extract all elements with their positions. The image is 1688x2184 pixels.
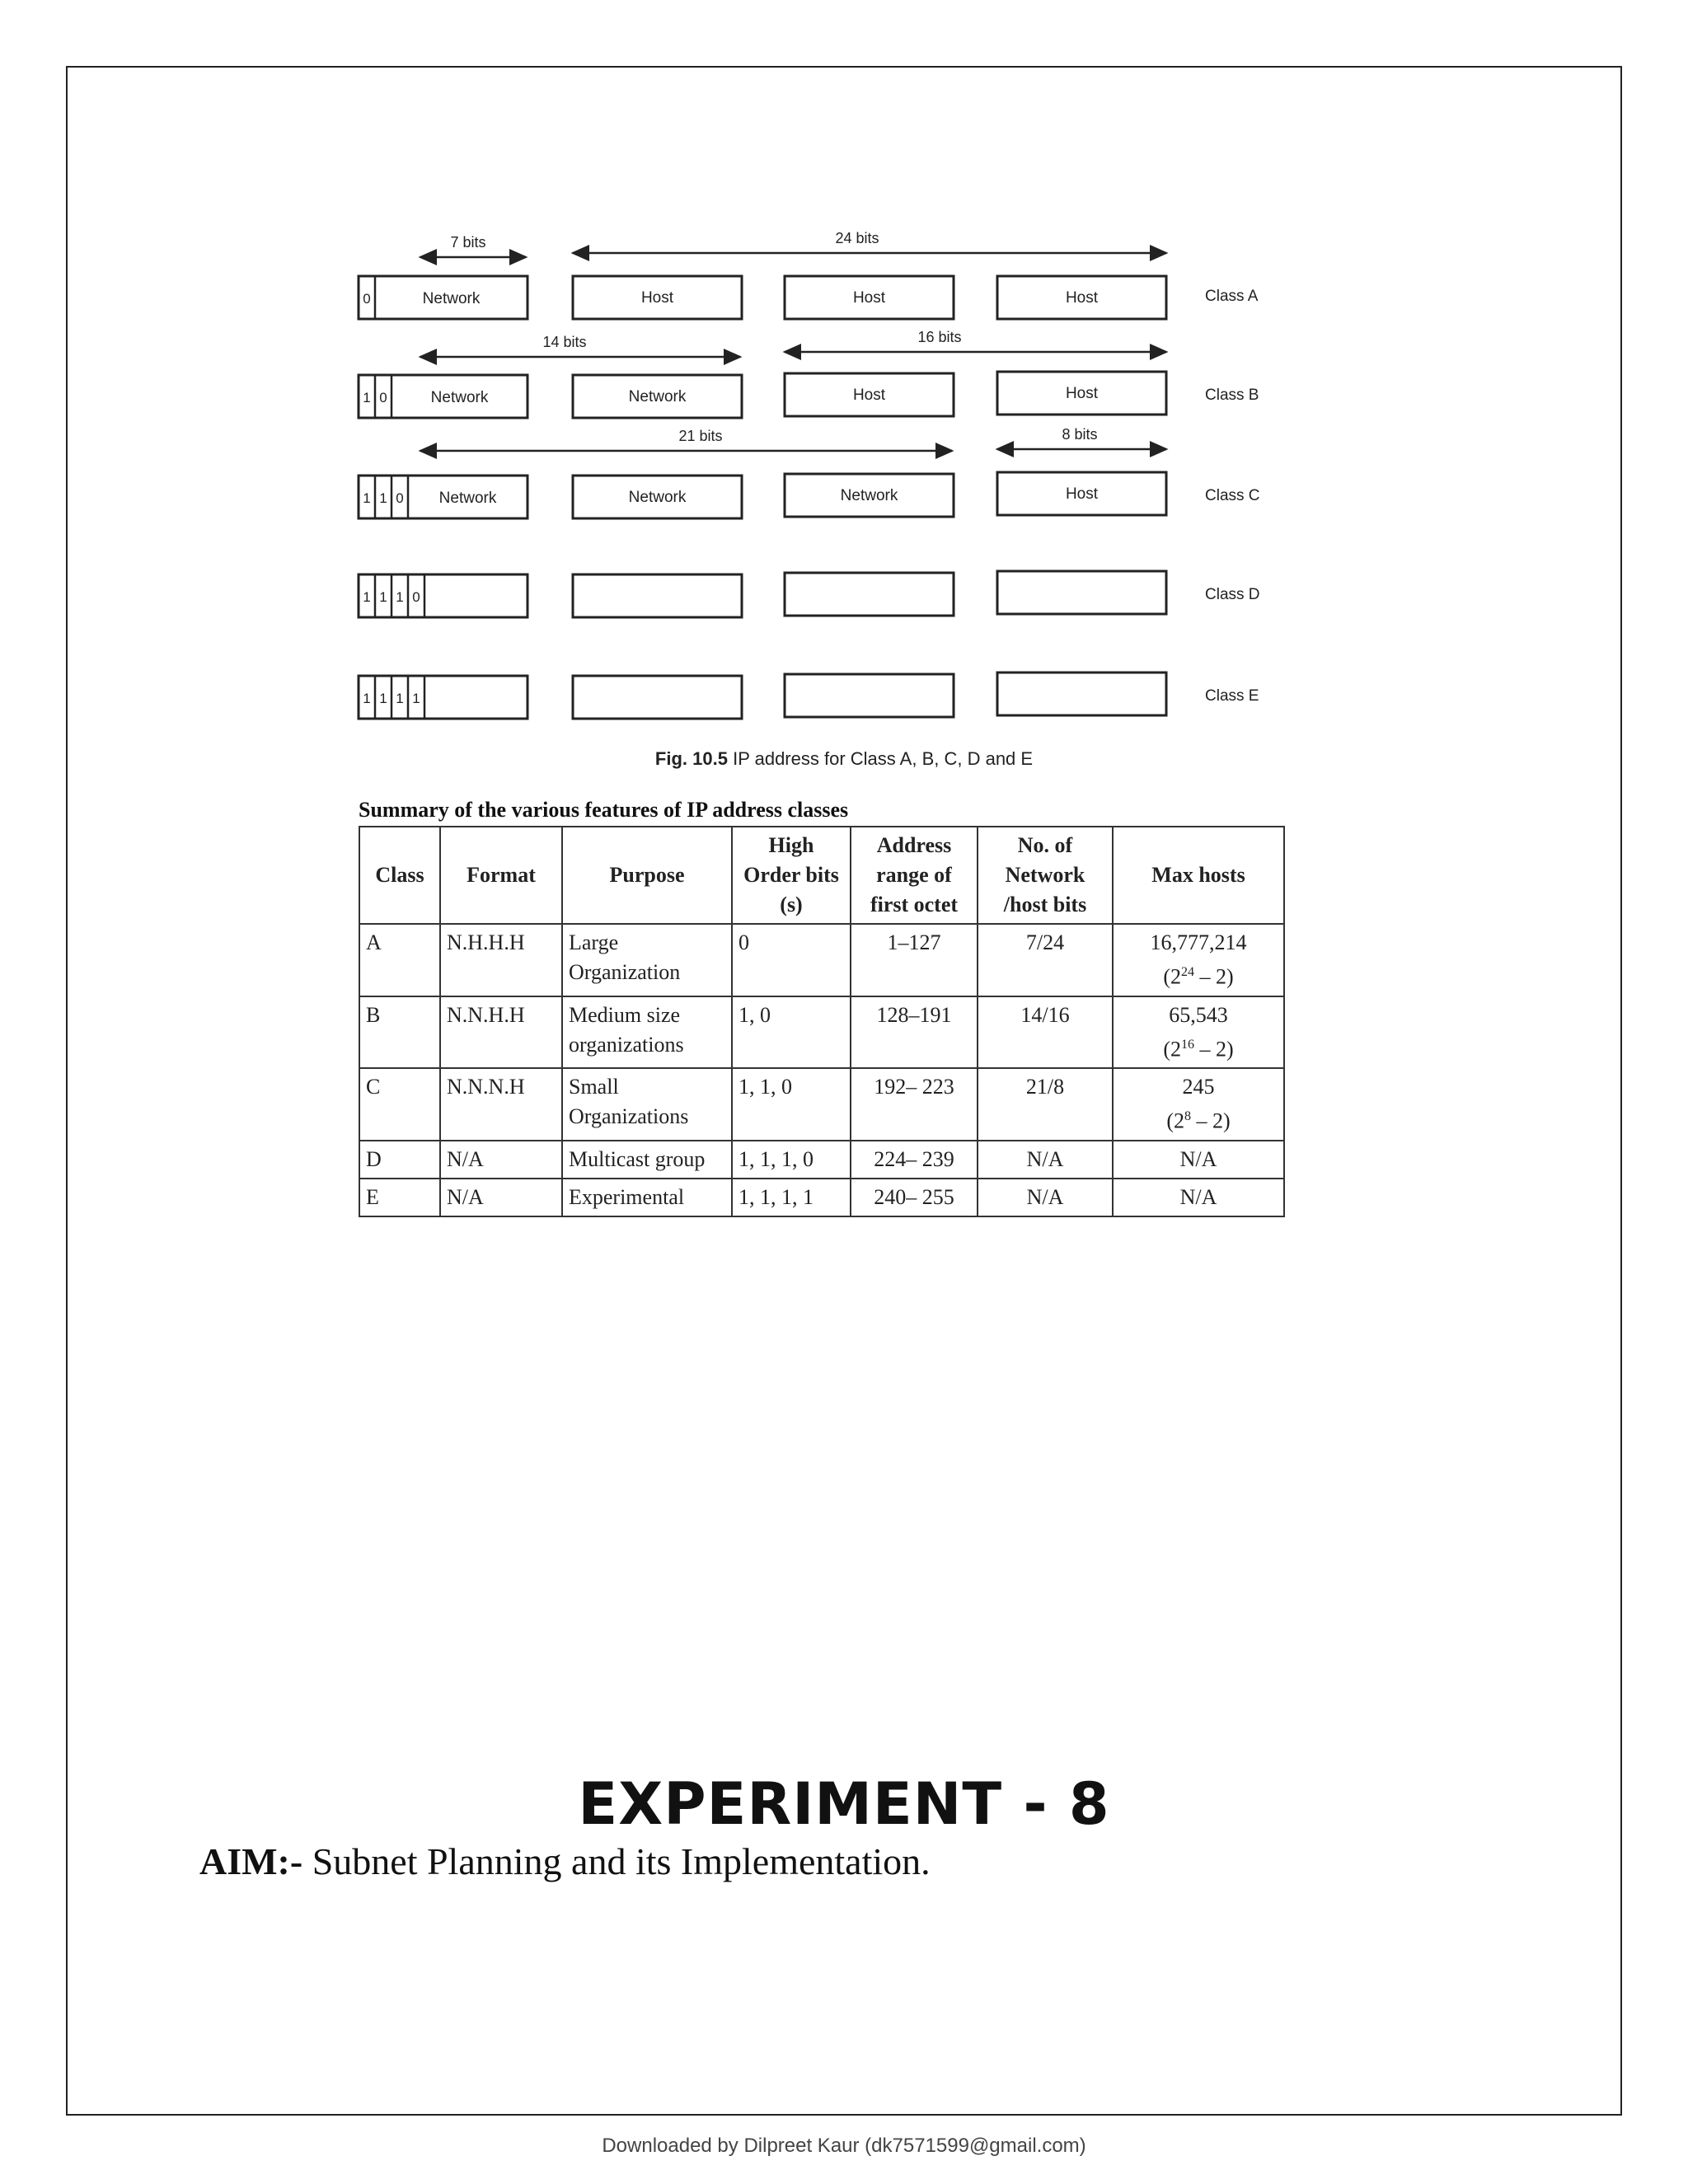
cell-purpose: Experimental [562, 1179, 732, 1216]
prefix-bit: 1 [396, 691, 404, 706]
address-field [785, 674, 954, 717]
formula-exponent: 8 [1184, 1109, 1191, 1124]
cell-nh: 7/24 [978, 924, 1113, 996]
footer-download-note: Downloaded by Dilpreet Kaur (dk7571599@gmail.com) [602, 2135, 1086, 2157]
cell-nh: 21/8 [978, 1068, 1113, 1141]
cell-range: 224– 239 [851, 1141, 978, 1179]
bit-span-label: 16 bits [917, 329, 962, 345]
max-hosts-formula [1119, 958, 1278, 992]
field-label: Network [628, 388, 687, 405]
header-max-hosts: Max hosts [1113, 827, 1284, 924]
cell-class: D [359, 1141, 440, 1179]
formula-base: (2 [1163, 1037, 1181, 1062]
class-label: Class E [1205, 687, 1259, 705]
cell-nh: N/A [978, 1141, 1113, 1179]
max-hosts-formula [1119, 1102, 1278, 1137]
cell-max-hosts [1113, 1068, 1284, 1141]
table-header-row [359, 827, 1284, 924]
cell-nh: N/A [978, 1179, 1113, 1216]
cell-bits: 0 [732, 924, 851, 996]
bit-span-label: 7 bits [450, 234, 486, 251]
cell-max-hosts: N/A [1113, 1179, 1284, 1216]
prefix-bit: 1 [363, 390, 371, 405]
cell-bits: 1, 1, 1, 1 [732, 1179, 851, 1216]
figure-caption [0, 748, 1688, 770]
figure-caption-label: Fig. 10.5 [654, 748, 728, 769]
max-hosts-value: 245 [1182, 1075, 1215, 1099]
field-label: Host [1065, 289, 1099, 307]
field-label: Network [438, 490, 497, 507]
field-label: Host [852, 387, 886, 404]
cell-bits: 1, 1, 0 [732, 1068, 851, 1141]
cell-purpose: Large Organization [562, 924, 732, 996]
aim-text: Subnet Planning and its Implementation. [302, 1840, 931, 1882]
cell-format: N.N.N.H [440, 1068, 562, 1141]
field-label: Network [430, 389, 489, 406]
field-label: Host [852, 289, 886, 307]
header-high-order-bits: High Order bits (s) [732, 827, 851, 924]
cell-format: N/A [440, 1141, 562, 1179]
cell-class: B [359, 996, 440, 1069]
cell-range: 240– 255 [851, 1179, 978, 1216]
header-format: Format [440, 827, 562, 924]
cell-format: N/A [440, 1179, 562, 1216]
prefix-bit: 1 [396, 589, 404, 605]
prefix-bit: 1 [379, 589, 387, 605]
cell-range: 128–191 [851, 996, 978, 1069]
address-field [785, 573, 954, 616]
table-row [359, 996, 1284, 1069]
cell-purpose: Small Organizations [562, 1068, 732, 1141]
address-field [573, 574, 742, 617]
ip-class-figure [346, 210, 1294, 787]
prefix-bit: 1 [379, 691, 387, 706]
prefix-bit: 1 [379, 490, 387, 506]
prefix-bit: 0 [379, 390, 387, 405]
field-label: Network [628, 489, 687, 506]
class-label: Class A [1205, 288, 1259, 305]
class-label: Class B [1205, 387, 1259, 404]
max-hosts-formula [1119, 1030, 1278, 1065]
cell-format: N.N.H.H [440, 996, 562, 1069]
address-field [997, 673, 1166, 715]
field-label: Network [840, 487, 898, 504]
table-row [359, 1141, 1284, 1179]
cell-range: 192– 223 [851, 1068, 978, 1141]
cell-bits: 1, 0 [732, 996, 851, 1069]
aim-label: AIM:- [199, 1840, 303, 1882]
formula-base: (2 [1163, 964, 1181, 989]
header-address-range: Address range of first octet [851, 827, 978, 924]
experiment-title: EXPERIMENT - 8 [578, 1770, 1110, 1838]
formula-tail: – 2) [1194, 1037, 1234, 1062]
max-hosts-value: 65,543 [1169, 1002, 1228, 1027]
cell-max-hosts [1113, 996, 1284, 1069]
formula-tail: – 2) [1194, 964, 1234, 989]
formula-exponent: 16 [1181, 1037, 1194, 1052]
address-field [573, 676, 742, 719]
class-label: Class C [1205, 487, 1260, 504]
cell-purpose: Medium size organizations [562, 996, 732, 1069]
field-label: Network [422, 290, 481, 307]
cell-max-hosts: N/A [1113, 1141, 1284, 1179]
aim-line [199, 1840, 931, 1883]
bit-span-label: 24 bits [835, 230, 879, 246]
cell-class: E [359, 1179, 440, 1216]
prefix-bit: 1 [412, 691, 420, 706]
prefix-bit: 0 [396, 490, 404, 506]
prefix-bit: 1 [363, 490, 371, 506]
cell-range: 1–127 [851, 924, 978, 996]
header-network-host-bits: No. of Network /host bits [978, 827, 1113, 924]
formula-base: (2 [1166, 1108, 1184, 1133]
prefix-bit: 1 [363, 691, 371, 706]
summary-title: Summary of the various features of IP address classes [359, 798, 849, 822]
table-row [359, 924, 1284, 996]
ip-class-summary-table [359, 826, 1285, 1217]
field-label: Host [1065, 485, 1099, 503]
prefix-bit: 0 [412, 589, 420, 605]
header-class: Class [359, 827, 440, 924]
field-label: Host [1065, 385, 1099, 402]
bit-span-label: 21 bits [678, 428, 723, 444]
field-label: Host [640, 289, 674, 307]
formula-exponent: 24 [1181, 965, 1194, 979]
cell-class: A [359, 924, 440, 996]
table-row [359, 1179, 1284, 1216]
max-hosts-value: 16,777,214 [1150, 930, 1247, 954]
prefix-bit: 1 [363, 589, 371, 605]
prefix-bit: 0 [363, 291, 371, 307]
address-field [997, 571, 1166, 614]
cell-max-hosts [1113, 924, 1284, 996]
formula-tail: – 2) [1191, 1108, 1231, 1133]
cell-purpose: Multicast group [562, 1141, 732, 1179]
table-row [359, 1068, 1284, 1141]
cell-class: C [359, 1068, 440, 1141]
cell-bits: 1, 1, 1, 0 [732, 1141, 851, 1179]
class-label: Class D [1205, 586, 1260, 603]
figure-caption-text: IP address for Class A, B, C, D and E [733, 748, 1034, 769]
bit-span-label: 8 bits [1062, 426, 1098, 443]
cell-format: N.H.H.H [440, 924, 562, 996]
cell-nh: 14/16 [978, 996, 1113, 1069]
header-purpose: Purpose [562, 827, 732, 924]
bit-span-label: 14 bits [542, 334, 587, 350]
